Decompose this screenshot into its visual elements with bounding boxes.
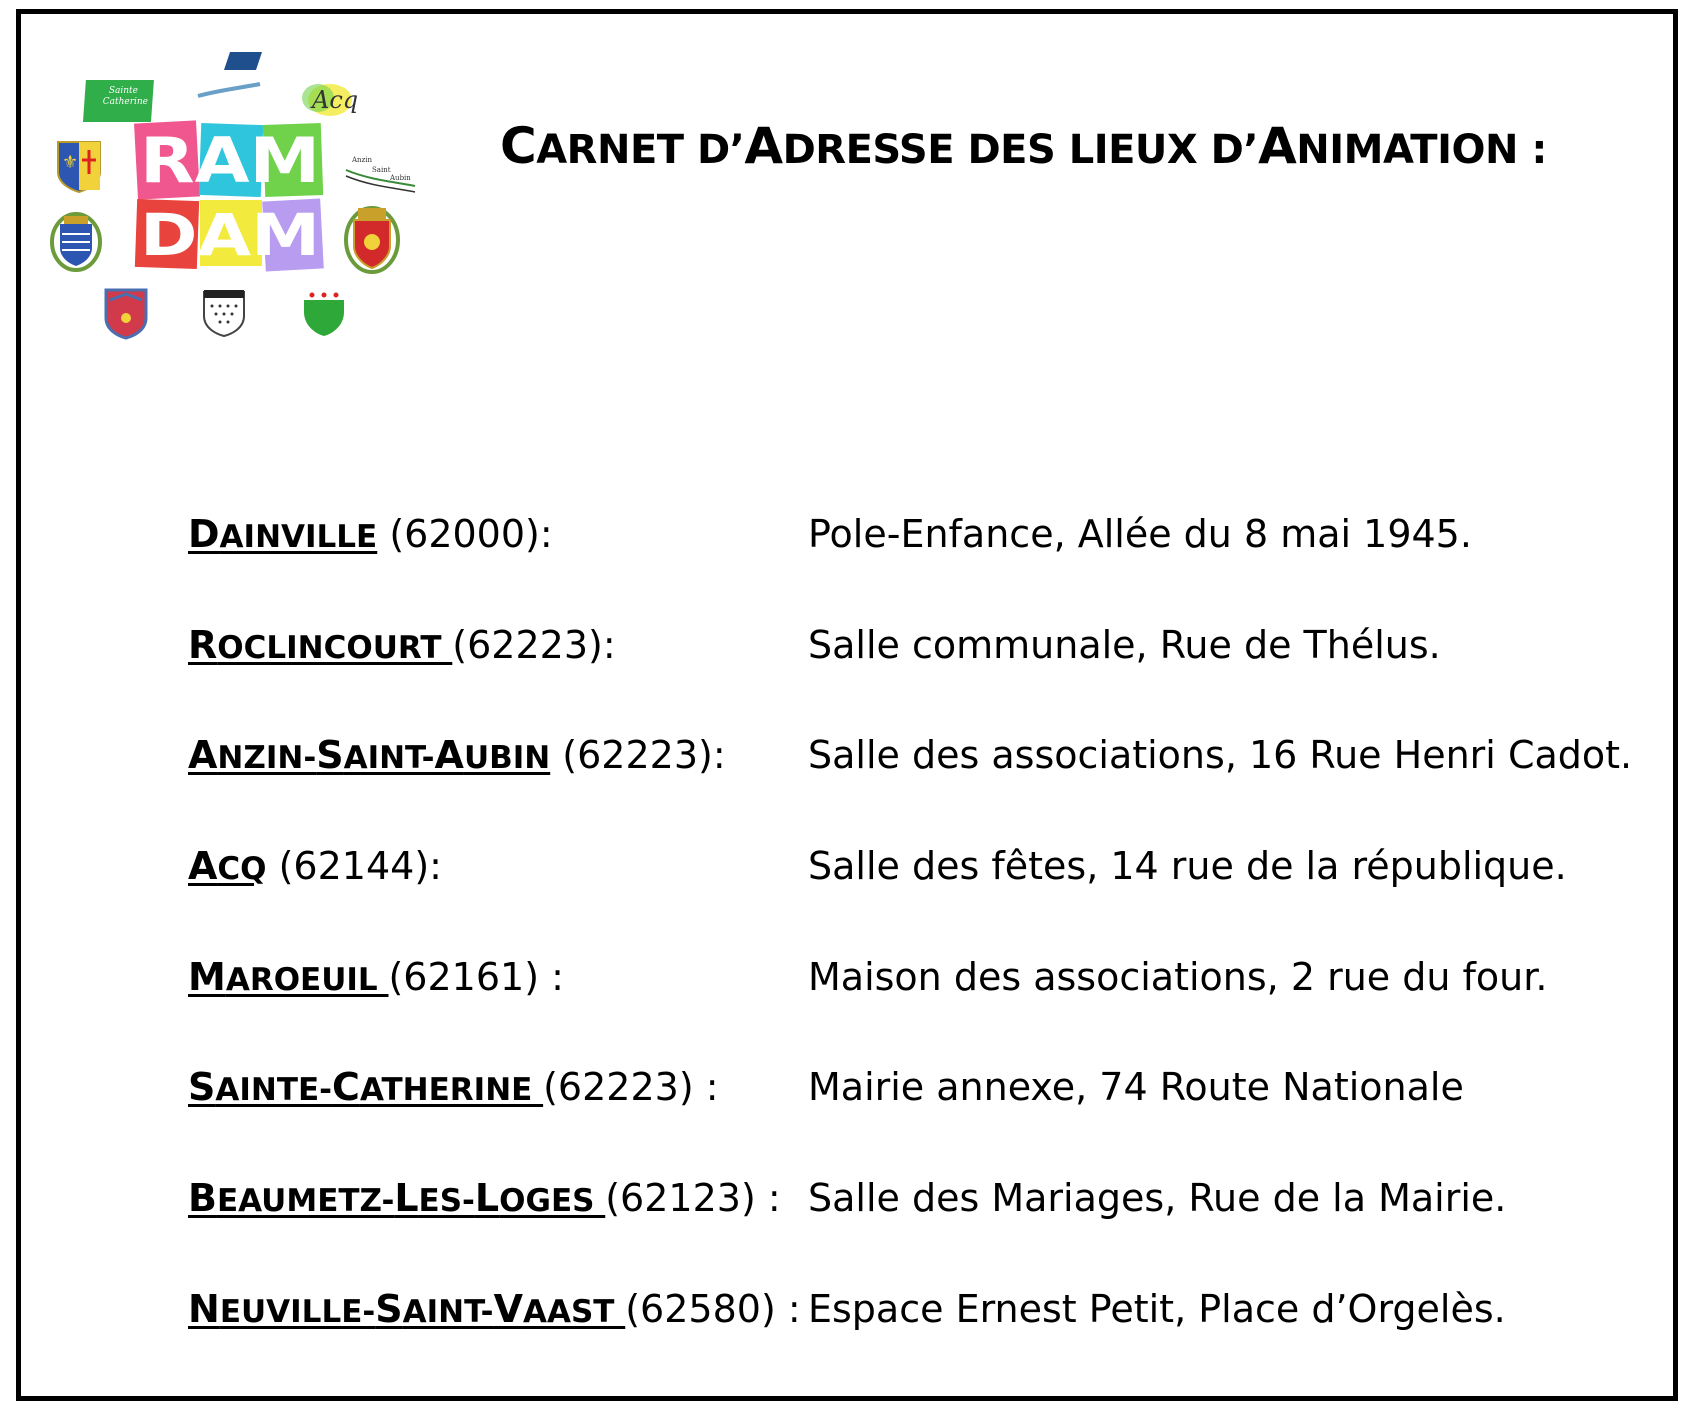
town-entry — [188, 512, 553, 556]
town-name: DAINVILLE — [188, 512, 378, 556]
svg-text:Anzin: Anzin — [352, 156, 372, 164]
postal-code: (62144): — [266, 844, 442, 888]
town-name: ACQ — [188, 844, 267, 888]
ram-dam-logo — [50, 50, 460, 370]
svg-text:DAM: DAM — [140, 201, 320, 269]
postal-code: (62000): — [377, 512, 553, 556]
bottom-left-crest — [106, 290, 146, 338]
svg-text:Saint: Saint — [372, 166, 391, 174]
bottom-center-crest — [204, 290, 244, 336]
dainville-emblem — [198, 52, 262, 96]
postal-code: (62161) : — [388, 955, 564, 999]
page-title: CARNET D’ADRESSE DES LIEUX D’ANIMATION : — [500, 117, 1547, 175]
town-entry — [188, 1065, 719, 1109]
venue-address: Pole-Enfance, Allée du 8 mai 1945. — [808, 512, 1472, 556]
venue-address: Salle des fêtes, 14 rue de la république. — [808, 844, 1567, 888]
venue-address: Salle des associations, 16 Rue Henri Cadot. — [808, 733, 1633, 777]
town-entry — [188, 955, 564, 999]
town-entry — [188, 844, 442, 888]
svg-text:Catherine: Catherine — [102, 97, 148, 107]
svg-text:Acq: Acq — [312, 86, 359, 114]
address-row-sainte-catherine — [0, 1065, 1693, 1125]
bottom-right-crest — [304, 290, 344, 336]
town-name: ROCLINCOURT — [188, 623, 453, 667]
sainte-catherine-emblem — [83, 80, 154, 122]
postal-code: (62123) : — [605, 1176, 781, 1220]
town-entry — [188, 1176, 781, 1220]
ram-blocks — [134, 120, 323, 199]
svg-text:Aubin: Aubin — [390, 174, 411, 182]
postal-code: (62223): — [452, 623, 616, 667]
town-entry — [188, 623, 616, 667]
left-wreath-crest — [52, 214, 100, 270]
address-row-dainville — [0, 512, 1693, 572]
venue-address: Salle communale, Rue de Thélus. — [808, 623, 1441, 667]
address-row-neuville-saint-vaast — [0, 1287, 1693, 1347]
town-name: SAINTE-CATHERINE — [188, 1065, 544, 1109]
address-row-acq — [0, 844, 1693, 904]
town-name: ANZIN-SAINT-AUBIN — [188, 733, 551, 777]
town-entry — [188, 1287, 801, 1331]
acq-emblem — [302, 84, 358, 116]
svg-text:Sainte: Sainte — [108, 86, 138, 96]
venue-address: Salle des Mariages, Rue de la Mairie. — [808, 1176, 1507, 1220]
left-shield-crest — [58, 142, 100, 192]
venue-address: Maison des associations, 2 rue du four. — [808, 955, 1548, 999]
address-row-maroeuil — [0, 955, 1693, 1015]
svg-text:⚜: ⚜ — [62, 152, 79, 173]
postal-code: (62580) : — [625, 1287, 801, 1331]
svg-text:RAM: RAM — [140, 124, 320, 197]
town-entry — [188, 733, 726, 777]
anzin-emblem — [346, 156, 415, 192]
postal-code: (62223) : — [543, 1065, 719, 1109]
address-row-anzin-saint-aubin — [0, 733, 1693, 793]
venue-address: Espace Ernest Petit, Place d’Orgelès. — [808, 1287, 1506, 1331]
right-red-crest — [346, 208, 398, 272]
town-name: MAROEUIL — [188, 955, 389, 999]
dam-blocks — [135, 199, 324, 272]
town-name: BEAUMETZ-LES-LOGES — [188, 1176, 606, 1220]
venue-address: Mairie annexe, 74 Route Nationale — [808, 1065, 1464, 1109]
address-row-roclincourt — [0, 623, 1693, 683]
town-name: NEUVILLE-SAINT-VAAST — [188, 1287, 626, 1331]
postal-code: (62223): — [550, 733, 726, 777]
address-row-beaumetz-les-loges — [0, 1176, 1693, 1236]
